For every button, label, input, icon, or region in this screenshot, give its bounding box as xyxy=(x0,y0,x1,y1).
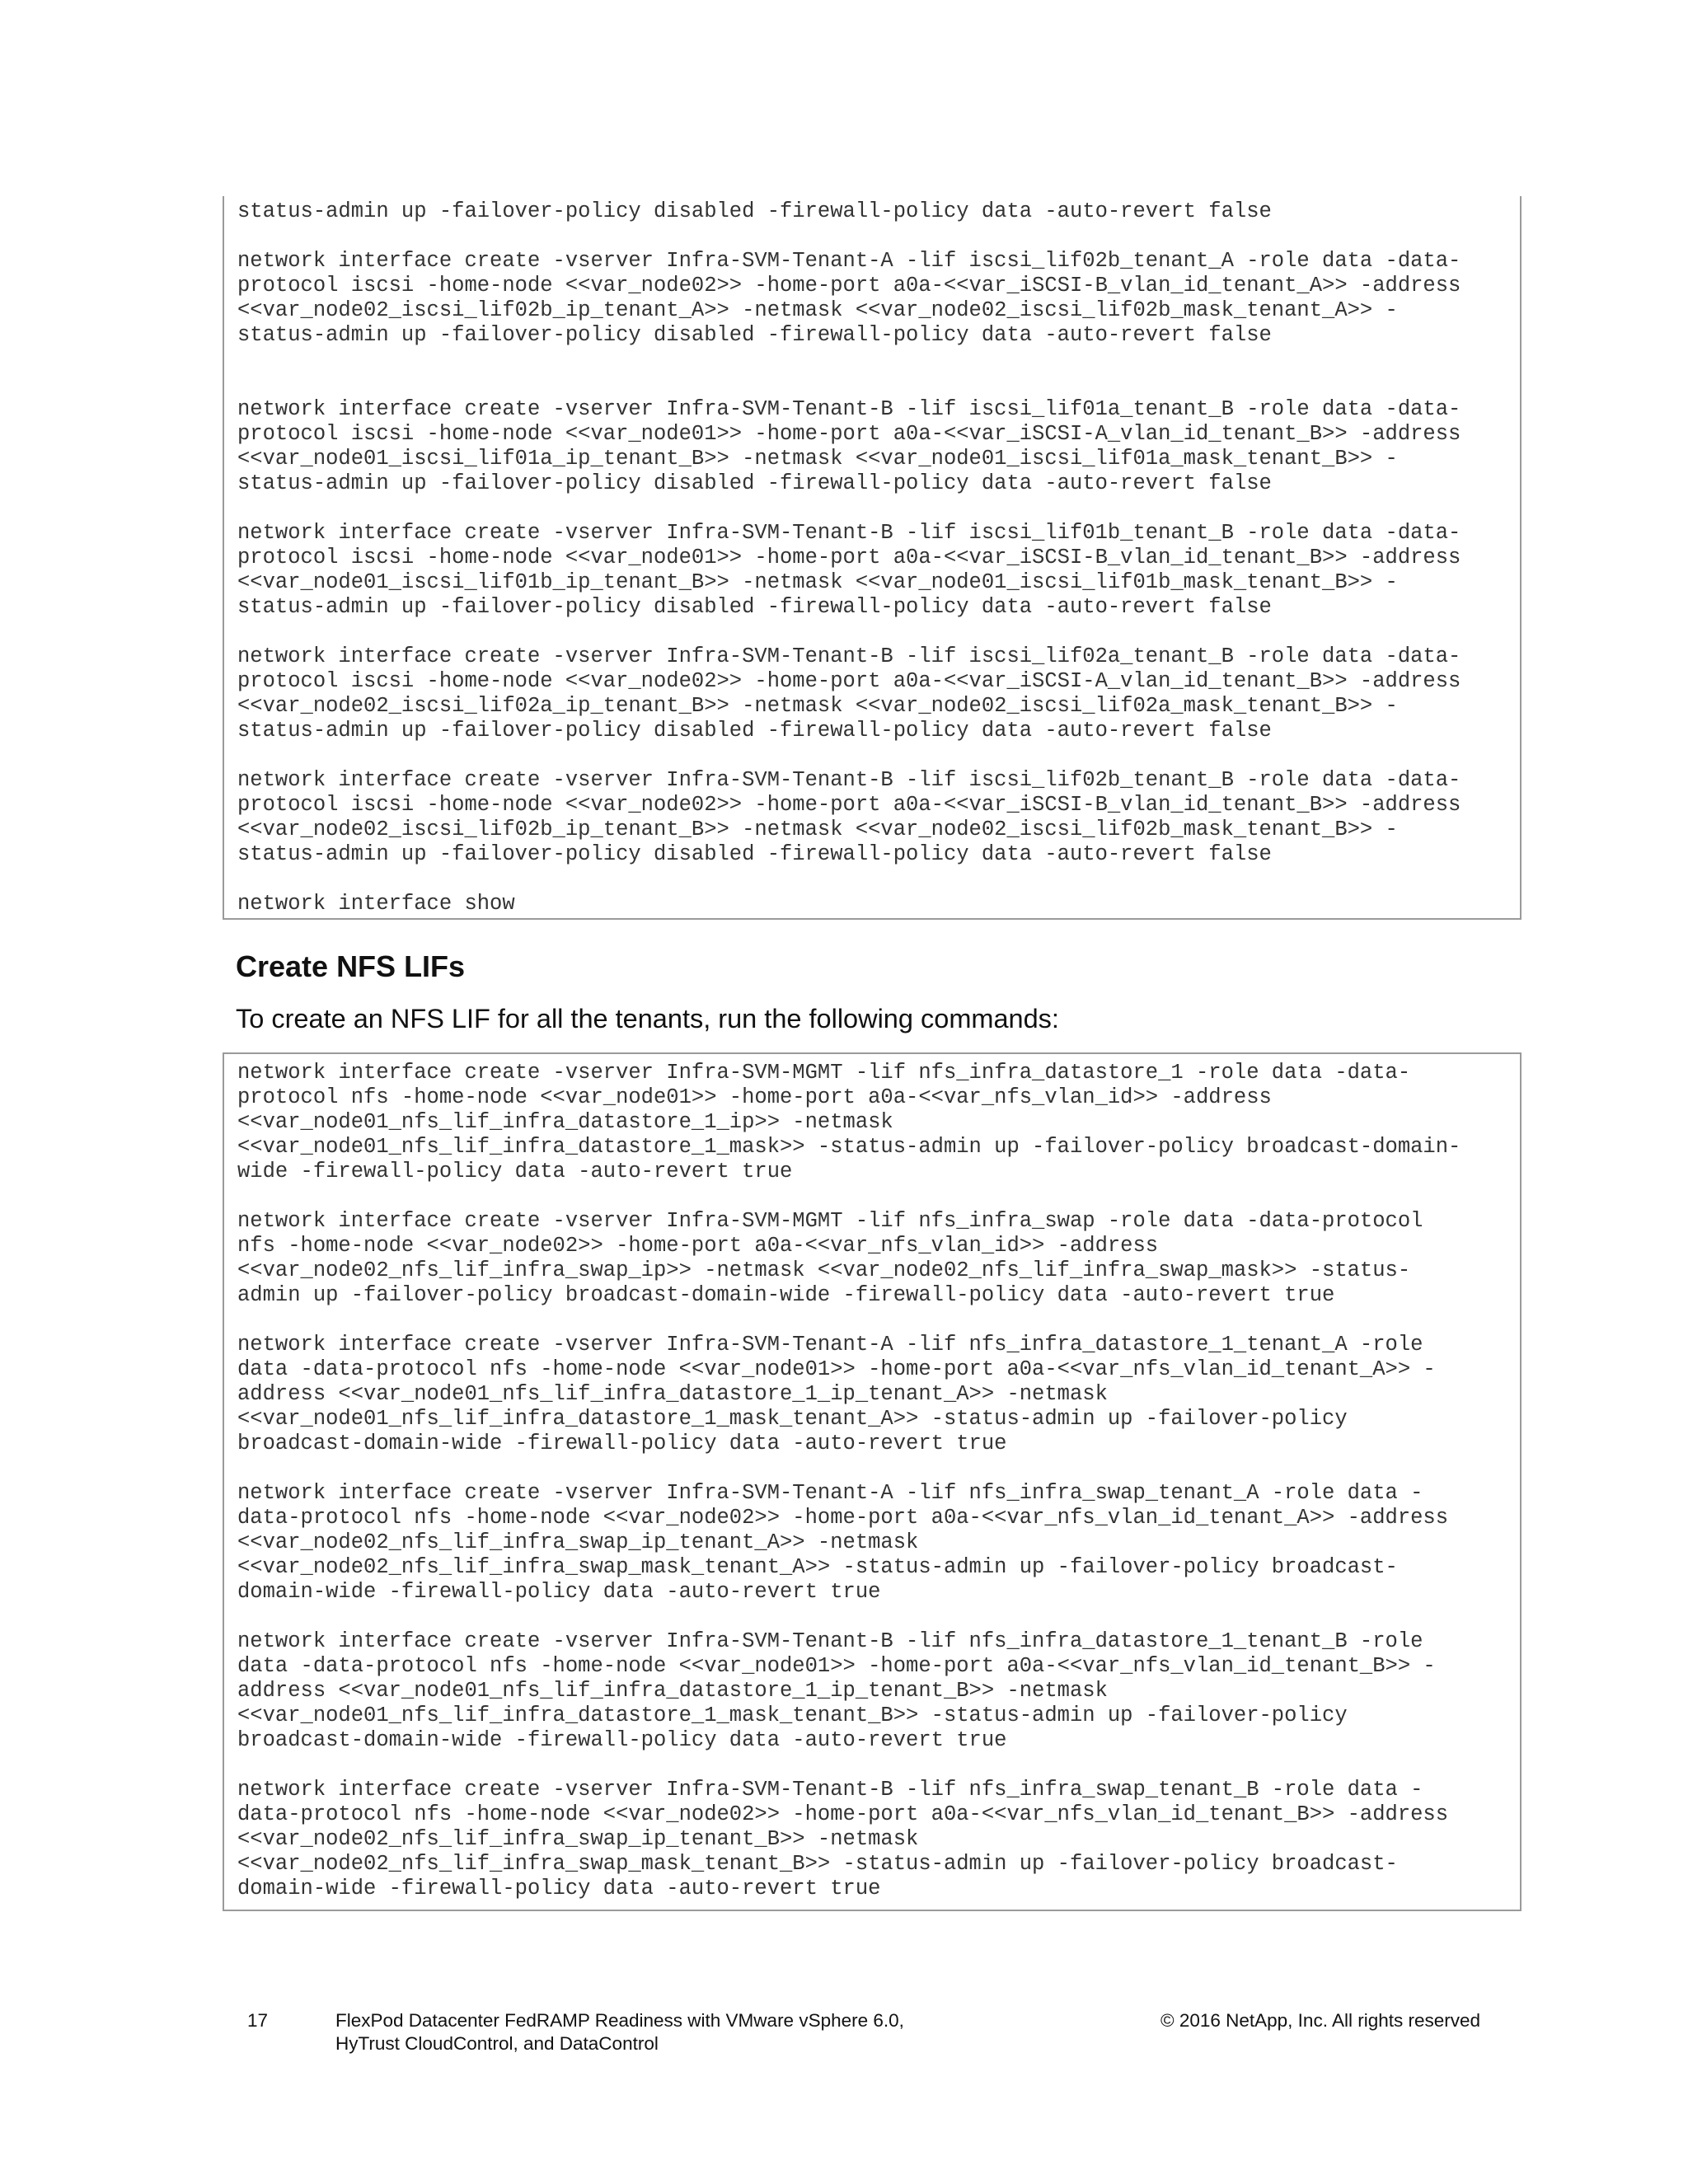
code-command: network interface create -vserver Infra-SVM-Tenant-B -lif iscsi_lif01a_tenant_B -role data -data- protocol iscsi -home-node <<var_node01>> -home-port a0a-<<var_iSCSI-A_vlan_id_tenant_B>> -address <<var_node01_iscsi_lif01a_ip_tenant_B>> -netmask <<var_node01_iscsi_lif01a_mask_tenant_B>> - status-admin up -failover-policy disabled -firewall-policy data -auto-revert false xyxy=(237,397,1461,495)
section-heading: Create NFS LIFs xyxy=(236,949,466,983)
footer-copyright: © 2016 NetApp, Inc. All rights reserved xyxy=(1160,2010,1481,2031)
code-command: network interface create -vserver Infra-SVM-Tenant-B -lif nfs_infra_swap_tenant_B -role data - data-protocol nfs -home-node <<var_node02>> -home-port a0a-<<var_nfs_vlan_id_tenant_B>> -address <<var_node02_nfs_lif_infra_swap_ip_tenant_B>> -netmask <<var_node02_nfs_lif_infra_swap_mask_tenant_B>> -status-admin up -failover-policy broadcast- domain-wide -firewall-policy data -auto-revert true xyxy=(237,1778,1449,1900)
code-command: status-admin up -failover-policy disabled -firewall-policy data -auto-revert false xyxy=(237,199,1272,223)
code-command: network interface create -vserver Infra-SVM-Tenant-A -lif nfs_infra_datastore_1_tenant_A -role data -data-protocol nfs -home-node <<var_node01>> -home-port a0a-<<var_nfs_vlan_id_tenant_A>> - address <<var_node01_nfs_lif_infra_datastore_1_ip_tenant_A>> -netmask <<var_node01_nfs_lif_infra_datastore_1_mask_tenant_A>> -status-admin up -failover-policy broadcast-domain-wide -firewall-policy data -auto-revert true xyxy=(237,1333,1436,1455)
code-command: network interface show xyxy=(237,892,515,916)
code-command: network interface create -vserver Infra-SVM-Tenant-B -lif nfs_infra_datastore_1_tenant_B -role data -data-protocol nfs -home-node <<var_node01>> -home-port a0a-<<var_nfs_vlan_id_tenant_B>> - address <<var_node01_nfs_lif_infra_datastore_1_ip_tenant_B>> -netmask <<var_node01_nfs_lif_infra_datastore_1_mask_tenant_B>> -status-admin up -failover-policy broadcast-domain-wide -firewall-policy data -auto-revert true xyxy=(237,1629,1436,1752)
nfs-lif-code-block xyxy=(223,1052,1522,1911)
code-command: network interface create -vserver Infra-SVM-MGMT -lif nfs_infra_swap -role data -data-protocol nfs -home-node <<var_node02>> -home-port a0a-<<var_nfs_vlan_id>> -address <<var_node02_nfs_lif_infra_swap_ip>> -netmask <<var_node02_nfs_lif_infra_swap_mask>> -status- admin up -failover-policy broadcast-domain-wide -firewall-policy data -auto-revert true xyxy=(237,1209,1423,1307)
code-command: network interface create -vserver Infra-SVM-Tenant-B -lif iscsi_lif01b_tenant_B -role data -data- protocol iscsi -home-node <<var_node01>> -home-port a0a-<<var_iSCSI-B_vlan_id_tenant_B>> -address <<var_node01_iscsi_lif01b_ip_tenant_B>> -netmask <<var_node01_iscsi_lif01b_mask_tenant_B>> - status-admin up -failover-policy disabled -firewall-policy data -auto-revert false xyxy=(237,521,1461,619)
footer-doc-title: FlexPod Datacenter FedRAMP Readiness with VMware vSphere 6.0, HyTrust CloudControl, and DataControl xyxy=(335,2010,904,2054)
section-intro: To create an NFS LIF for all the tenants, run the following commands: xyxy=(236,1004,1059,1033)
code-command: network interface create -vserver Infra-SVM-MGMT -lif nfs_infra_datastore_1 -role data -data- protocol nfs -home-node <<var_node01>> -home-port a0a-<<var_nfs_vlan_id>> -address <<var_node01_nfs_lif_infra_datastore_1_ip>> -netmask <<var_node01_nfs_lif_infra_datastore_1_mask>> -status-admin up -failover-policy broadcast-domain- wide -firewall-policy data -auto-revert true xyxy=(237,1061,1461,1183)
code-command: network interface create -vserver Infra-SVM-Tenant-A -lif iscsi_lif02b_tenant_A -role data -data- protocol iscsi -home-node <<var_node02>> -home-port a0a-<<var_iSCSI-B_vlan_id_tenant_A>> -address <<var_node02_iscsi_lif02b_ip_tenant_A>> -netmask <<var_node02_iscsi_lif02b_mask_tenant_A>> - status-admin up -failover-policy disabled -firewall-policy data -auto-revert false xyxy=(237,249,1461,347)
code-command: network interface create -vserver Infra-SVM-Tenant-A -lif nfs_infra_swap_tenant_A -role data - data-protocol nfs -home-node <<var_node02>> -home-port a0a-<<var_nfs_vlan_id_tenant_A>> -address <<var_node02_nfs_lif_infra_swap_ip_tenant_A>> -netmask <<var_node02_nfs_lif_infra_swap_mask_tenant_A>> -status-admin up -failover-policy broadcast- domain-wide -firewall-policy data -auto-revert true xyxy=(237,1481,1449,1604)
page-number: 17 xyxy=(247,2010,269,2031)
code-command: network interface create -vserver Infra-SVM-Tenant-B -lif iscsi_lif02a_tenant_B -role data -data- protocol iscsi -home-node <<var_node02>> -home-port a0a-<<var_iSCSI-A_vlan_id_tenant_B>> -address <<var_node02_iscsi_lif02a_ip_tenant_B>> -netmask <<var_node02_iscsi_lif02a_mask_tenant_B>> - status-admin up -failover-policy disabled -firewall-policy data -auto-revert false xyxy=(237,644,1461,743)
code-command: network interface create -vserver Infra-SVM-Tenant-B -lif iscsi_lif02b_tenant_B -role data -data- protocol iscsi -home-node <<var_node02>> -home-port a0a-<<var_iSCSI-B_vlan_id_tenant_B>> -address <<var_node02_iscsi_lif02b_ip_tenant_B>> -netmask <<var_node02_iscsi_lif02b_mask_tenant_B>> - status-admin up -failover-policy disabled -firewall-policy data -auto-revert false xyxy=(237,768,1461,866)
iscsi-lif-code-block xyxy=(223,196,1522,920)
